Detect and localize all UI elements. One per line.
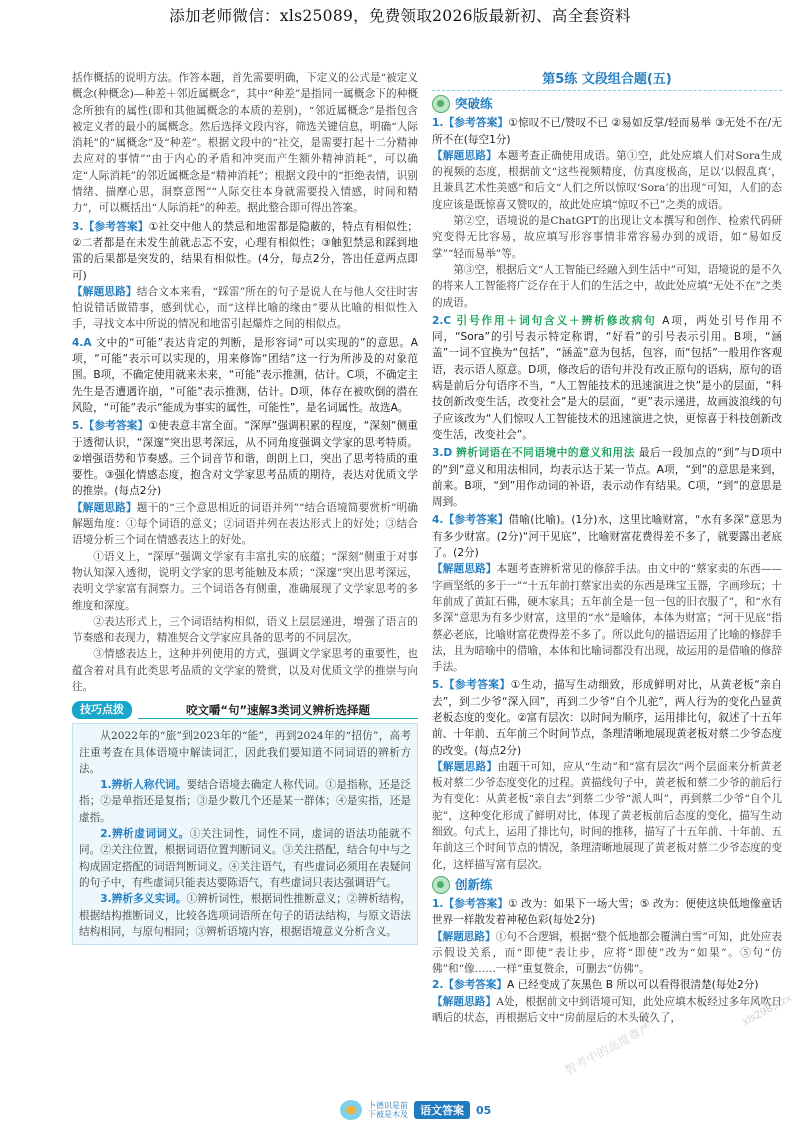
q5-answer [72, 418, 418, 499]
r-q3-head: 3.D [432, 447, 453, 460]
c1-think [432, 929, 782, 978]
c1-head: 1.【参考答案】 [432, 897, 509, 910]
r-q3-text: 最后一段加点的“到”与D项中的“到”意义和用法相同，均表示达于某一节点。A项，“到”的意思是来到，前来。B项，“到”用作动词的补语，表示动作有结果。C项，“到”的意思是周到。 [432, 447, 783, 509]
q3-think-head: 【解题思路】 [72, 285, 137, 298]
q3-think [72, 284, 418, 333]
c1-text: ① 改为：如果下一场大雪；⑤ 改为：便使这块低地像童话世界一样散发着神秘色彩(每处2分) [432, 897, 782, 927]
section-icon [432, 876, 450, 894]
q4-answer [72, 335, 418, 416]
r-q5-head: 5.【参考答案】 [432, 679, 511, 692]
q5-point-3: ③情感表达上，这种并列使用的方式，强调文学家思考的重要性，也蕴含着对具有此类思考品质的文学家的赞赏，以及对优质文学的推崇与向往。 [72, 648, 418, 693]
tip-1-text: 要结合语境去确定人称代词。①是指称，还是泛指；②是单指还是复指；③是少数几个还是某一群体；④是实指，还是虚指。 [79, 779, 412, 824]
tip-1 [79, 777, 411, 826]
q5-think-text: 题干的“三个意思相近的词语并列”“结合语境简要赏析”明确解题角度：①每个词语的意义；②词语并列在表达形式上的好处；③结合语境分析三个词在情感表达上的好处。 [72, 501, 419, 547]
tip-1-head: 1.辨析人称代词。 [100, 779, 187, 792]
c2-answer [432, 977, 782, 993]
tip-title: 咬文嚼“句”速解3类词义辨析选择题 [138, 702, 418, 719]
r-q1-p2: 第②空，语境说的是ChatGPT的出现让文本撰写和创作、检索代码研究变得无比容易，故应填写形容事情非常容易办到的成语，如“易如反掌”“轻而易举”等。 [432, 215, 782, 260]
left-intro-paragraph: 括作概括的说明方法。作答本题，首先需要明确，下定义的公式是“被定义概念(种概念)—种差＋邻近属概念”，其中“种差”是指同一属概念下的种概念所独有的属性(即和其他属概念的本质的差别)，“邻近属概念”是指包含被定义者的最小的属概念。然后选择文段内容，筛选关键信息，明确“人际消耗”的“属概念”及“种差”。根据文段中的“社交，是需要打起十二分精神去应对的事情”“由于内心的矛盾和冲突而产生额外精神消耗”，可以确定“人际消耗”的邻近属概念是“精神消耗”；根据文段中的“拒绝表情，识别情绪、揣摩心思，洞察意图”“人际交往本身就需要投入情感，时间和精力”，可以概括出“人际消耗”的种差。据此整合即可得出答案。 [72, 72, 418, 215]
r-q3 [432, 445, 782, 510]
r-q1-p3: 第③空，根据后文“人工智能已经融入到生活中”可知，语境说的是不久的将来人工智能将广泛存在于人们的生活之中，故此处应填“无处不在”之类的成语。 [432, 263, 782, 309]
r-q5-think-text: 由题干可知，应从“生动”和“富有层次”两个层面来分析黄老板对蔡二少爷态度变化的过程。黄描线句子中，黄老板和蔡二少爷的前后行为有变化：从黄老板“亲自去”到蔡二少爷“派人叫”，再到蔡二少爷“自个儿驼”，这种变化形成了鲜明对比，体现了黄老板前后态度的变化，描写生动细致。句式上，运用了排比句，时间的推移，描写了十五年前、十年前、五年前这三个时间节点的情况，条理清晰地展现了黄老板对蔡二少爷态度的变化，这样描写富有层次。 [432, 760, 782, 871]
section-breakthrough-label: 突破练 [455, 96, 493, 112]
q3-think-text: 结合文本来看，“踩雷”所在的句子是说人在与他人交往时害怕说错话做错事，感到忧心，而“这样比喻的缘由”要从比喻的相似性入手，寻找文本中所说的情况和地雷引起爆炸之间的相似点。 [72, 285, 418, 331]
r-q1-think-head: 【解题思路】 [432, 149, 497, 162]
c2-head: 2.【参考答案】 [432, 979, 507, 992]
r-q1-head: 1.【参考答案】 [432, 117, 509, 130]
r-q1-answer [432, 115, 782, 148]
footer-label: 语文答案 [414, 1101, 470, 1119]
tip-3-head: 3.辨析多义实词。 [100, 893, 187, 906]
q3-answer-head: 3.【参考答案】 [72, 220, 149, 233]
section-breakthrough [432, 95, 782, 113]
q4-text: 文中的“可能”表达肯定的判断，是形容词“可以实现的”的意思。A项，“可能”表示可以实现的，用来修饰“团结”这一行为所涉及的对象范围。B项，不确定使用就来未来，“可能”表示推测，估计。C项，不确定主先生是否遭遇许崩，“可能”表示推测，估计。D项，体存在被吹倒的潜在风险，“可能”表示“能成为事实的属性，可能性”，是名词属性。故选A。 [72, 336, 418, 414]
right-column [432, 70, 782, 1026]
r-q5-think-head: 【解题思路】 [432, 760, 498, 773]
tip-3 [79, 891, 411, 940]
r-q5-answer [432, 677, 782, 758]
watermark: 智考中的高度尊严 [562, 1020, 654, 1078]
r-q5-text: ①生动，描写生动细致，形成鲜明对比，从黄老板“亲自去”，到二少爷“深入回”，再到二少爷“自个儿驼”，两人行为的变化凸显黄老板态度的变化。②富有层次：以时间为顺序，运用排比句，叙述了十五年前、十年前、五年前三个时间节点，条理清晰地展现黄老板对蔡二少爷态度的改变。(每点2分) [432, 679, 783, 757]
tip-box [72, 723, 418, 945]
r-q4-head: 4.【参考答案】 [432, 514, 509, 527]
tip-badge: 技巧点拨 [72, 701, 132, 719]
c2-think [432, 994, 782, 1027]
r-q3-tag: 辨析词语在不同语境中的意义和用法 [456, 447, 635, 460]
r-q2-head: 2.C [432, 314, 452, 327]
q5-answer-head: 5.【参考答案】 [72, 420, 149, 433]
tip-2-head: 2.辨析虚词词义。 [100, 828, 190, 841]
footer-tags [368, 1101, 408, 1119]
r-q2-tag: 引号作用＋词句含义＋辨析修改病句 [456, 314, 657, 327]
tip-header [72, 701, 418, 719]
r-q4-think-head: 【解题思路】 [432, 563, 497, 576]
footer-tag-bottom: 下被是木及 [368, 1110, 408, 1119]
tip-3-text: ①辨析词性，根据词性推断意义；②辨析结构，根据结构推断词义，比较各选项词语所在句子的语法结构，与原文语法结构相同，与原句相同；③辨析语境内容，根据语境意义分析含义。 [79, 893, 412, 938]
tip-2 [79, 826, 411, 891]
r-q1-think-text: 本题考查正确使用成语。第①空，此处应填人们对Sora生成的视频的态度，根据前文“这些视频精度，仿真度极高，足以‘以假乱真’，且兼具艺术性美感”和后文“人们之所以惊叹‘Sora’的出现”可知，人们的态度应该是既惊喜又赞叹的，故此处应填“惊叹不已”之类的成语。 [432, 149, 783, 211]
r-q2 [432, 313, 782, 443]
c1-think-text: ①句不合逻辑，根据“整个低地都会覆满白雪”可知，此处应表示假设关系，而“即使”表让步，应将“即使”改为“如果”。⑤句“仿佛”和“像……一样”重复赘余，可删去“仿佛”。 [432, 930, 782, 976]
q5-think [72, 500, 418, 549]
footer [340, 1100, 491, 1120]
left-column [72, 70, 418, 945]
footer-tag-top: 卜德识是前 [368, 1101, 408, 1110]
section-innovation-label: 创新练 [455, 876, 493, 892]
watermark-code: xls2985tzx [740, 992, 794, 1029]
r-q1-think [432, 148, 782, 213]
top-banner: 添加老师微信：xls25089，免费领取2026版最新初、高全套资料 [169, 7, 631, 25]
q5-point-1: ①语义上，“深厚”强调文学家有丰富扎实的底蕴；“深刻”侧重于对事物认知深入透彻，说明文学家的思考能触及本质；“深邃”突出思考深远，表明文学家富有洞察力。三个词语各有侧重，准确展现了文学家思考的多维度和深度。 [72, 550, 418, 612]
q4-head: 4.A [72, 336, 92, 349]
tip-2-text: ①关注词性，词性不同，虚词的语法功能就不同。②关注位置，根据词语位置判断词义。③关注搭配，结合句中与之构成固定搭配的词语判断词义。④关注语气，有些虚词必须用在表疑问的句子中，有些虚词只能表达要陈语气，有些虚词只表达强调语气。 [79, 828, 411, 889]
q5-point-2: ②表达形式上，三个词语结构相似，语义上层层递进，增强了语言的节奏感和表现力，精准契合文学家应具备的思考的不同层次。 [72, 615, 418, 645]
section-icon [432, 95, 450, 113]
mascot-icon [340, 1100, 362, 1120]
r-q2-text: A项，两处引号作用不同，“Sora”的引号表示特定称谓，“好看”的引号表示引用。B项，“涵盖”一词不宜换为“包括”，“涵盖”意为包括，包容，而“包括”一般用作客观语，表示语人原意。D项，修改后的语句并没有改正原句的语病，原句的语病是前后分句语序不当，“人工智能技术的迅速演进之快”是小的层面，“科技创新改变生活，改变社会”是大的层面，“更”表示递进，故画波浪线的句子应该改为“人们惊叹人工智能技术的迅速演进之快，更惊喜于科技创新改变生活，改变社会”。 [432, 314, 782, 441]
r-q4-text: 借喻(比喻)。(1分)水，这里比喻财富，“水有多深”意思为有多少财富。(2分)“河干见底”，比喻财富花费得差不多了，就要露出老底了。(2分) [432, 514, 782, 560]
q3-answer [72, 219, 418, 284]
r-q1-text: ①惊叹不已/赞叹不已 ②易如反掌/轻而易举 ③无处不在/无所不在(每空1分) [432, 117, 782, 146]
q5-think-head: 【解题思路】 [72, 501, 137, 514]
lesson-title: 第5练 文段组合题(五) [432, 72, 782, 91]
r-q4-answer [432, 512, 782, 561]
q5-answer-text: ①使表意丰富全面。“深厚”强调积累的程度，“深刻”侧重于透彻认识，“深邃”突出思考深远，从不同角度强调文学家的思考特质。②增强语势和节奏感。三个词音节和谐，朗朗上口，突出了思考特质的重要性。③强化情感态度，抱含对文学家思考品质的期待，表达对优质文学的推崇。(每点2分) [72, 420, 418, 498]
c1-answer [432, 896, 782, 929]
c2-think-text: A处，根据前文中到语境可知，此处应填木板经过多年风吹日晒后的状态，再根据后文中“房前屋后的木头破久了， [432, 995, 783, 1025]
section-innovation [432, 876, 782, 894]
tip-intro: 从2022年的“旅”到2023年的“能”，再到2024年的“招仿”，高考注重考查在具体语境中解读词汇，因此我们要知道不同词语的辨析方法。 [79, 730, 411, 775]
c1-think-head: 【解题思路】 [432, 930, 496, 943]
page-number: 05 [476, 1103, 492, 1117]
c2-text: A 已经变成了灰黑色 B 所以可以看得很清楚(每处2分) [506, 979, 759, 992]
q3-answer-text: ①社交中他人的禁忌和地雷都是隐蔽的，特点有相似性；②二者都是在未发生前就忐忑不安，心理有相似性；③触犯禁忌和踩到地雷的后果都是突发的，结果有相似性。(4分，每点2分，答出任意两点即可) [72, 220, 418, 282]
r-q4-think [432, 561, 782, 675]
r-q5-think [432, 759, 782, 873]
c2-think-head: 【解题思路】 [432, 995, 497, 1008]
r-q4-think-text: 本题考查辨析常见的修辞手法。由文中的“蔡家卖的东西——字画坚纸的多于一”“十五年前打蔡家出卖的东西是珠宝玉器，字画珍玩；十年前成了黄缸石佛，硬木家具；五年前全是一包一包的旧衣服了”，和“水有多深”意思为有多少财富，这里的“水”是喻体，本体为财富；“河干见底”指蔡必老底，比喻财富花费得差不多了。所以此句的描语运用了比喻的修辞手法，且为暗喻中的借喻，本体和比喻词都没有出现，故运用的是借喻的修辞手法。 [432, 563, 783, 674]
